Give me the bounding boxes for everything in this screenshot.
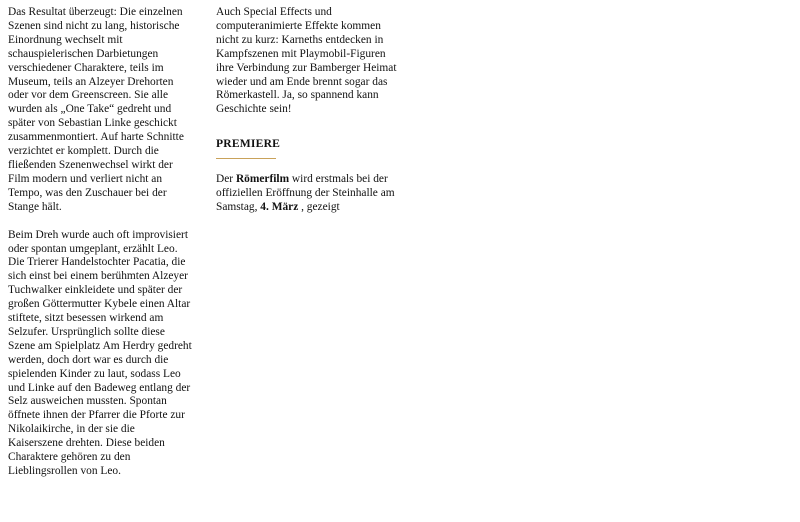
body-paragraph: Das Resultat überzeugt: Die einzelnen Szenen sind nicht zu lang, historische Einordnung wechselt mit schauspielerischen Darbietungen verschiedener Charaktere, teils im Museum, teils an Alzeyer Drehorten oder vor dem Greenscreen. Sie alle wurden als „One Take“ gedreht und später von Sebastian Linke geschickt zusammenmontiert. Auf harte Schnitte verzichtet er komplett. Durch die fließenden Szenenwechsel wirkt der Film modern und verliert nicht an Tempo, was den Zuschauer bei der Stange hält. [8, 6, 184, 213]
article-column-middle [216, 6, 400, 215]
heading-divider [216, 158, 276, 159]
premiere-paragraph [216, 173, 400, 215]
film-name: Römerfilm [235, 173, 290, 186]
body-paragraph: Auch Special Effects und computeranimierte Effekte kommen nicht zu kurz: Karneths entdecken in Kampfszenen mit Playmobil-Figuren ihre Verbindung zur Bamberger Heimat wieder und am Ende brennt sogar das Römerkastell. Ja, so spannend kann Geschichte sein! [216, 6, 397, 116]
premiere-text: wird erstmals bei der offiziellen Eröffnung der Steinhalle am Samstag, [216, 173, 395, 213]
premiere-text: Der [216, 173, 236, 186]
article-column-left [8, 6, 192, 479]
section-heading-premiere: PREMIERE [216, 137, 281, 151]
body-paragraph: Beim Dreh wurde auch oft improvisiert oder spontan umgeplant, erzählt Leo. Die Trierer Handelstochter Pacatia, die sich einst bei einem berühmten Alzeyer Tuchwalker einkleidete und später der großen Göttermutter Kybele einen Altar stiftete, sitzt besessen wirkend am Selzufer. Ursprünglich sollte diese Szene am Spielplatz Am Herdry gedreht werden, doch dort war es durch die spielenden Kinder zu laut, sodass Leo und Linke auf den Badeweg entlang der Selz ausweichen mussten. Spontan öffnete ihnen der Pfarrer die Pforte zur Nikolaikirche, in der sie die Kaiserszene drehten. Diese beiden Charaktere gehören zu den Lieblingsrollen von Leo. [8, 228, 192, 477]
premiere-text: , gezeigt [298, 200, 340, 213]
premiere-date: 4. März [260, 200, 299, 213]
